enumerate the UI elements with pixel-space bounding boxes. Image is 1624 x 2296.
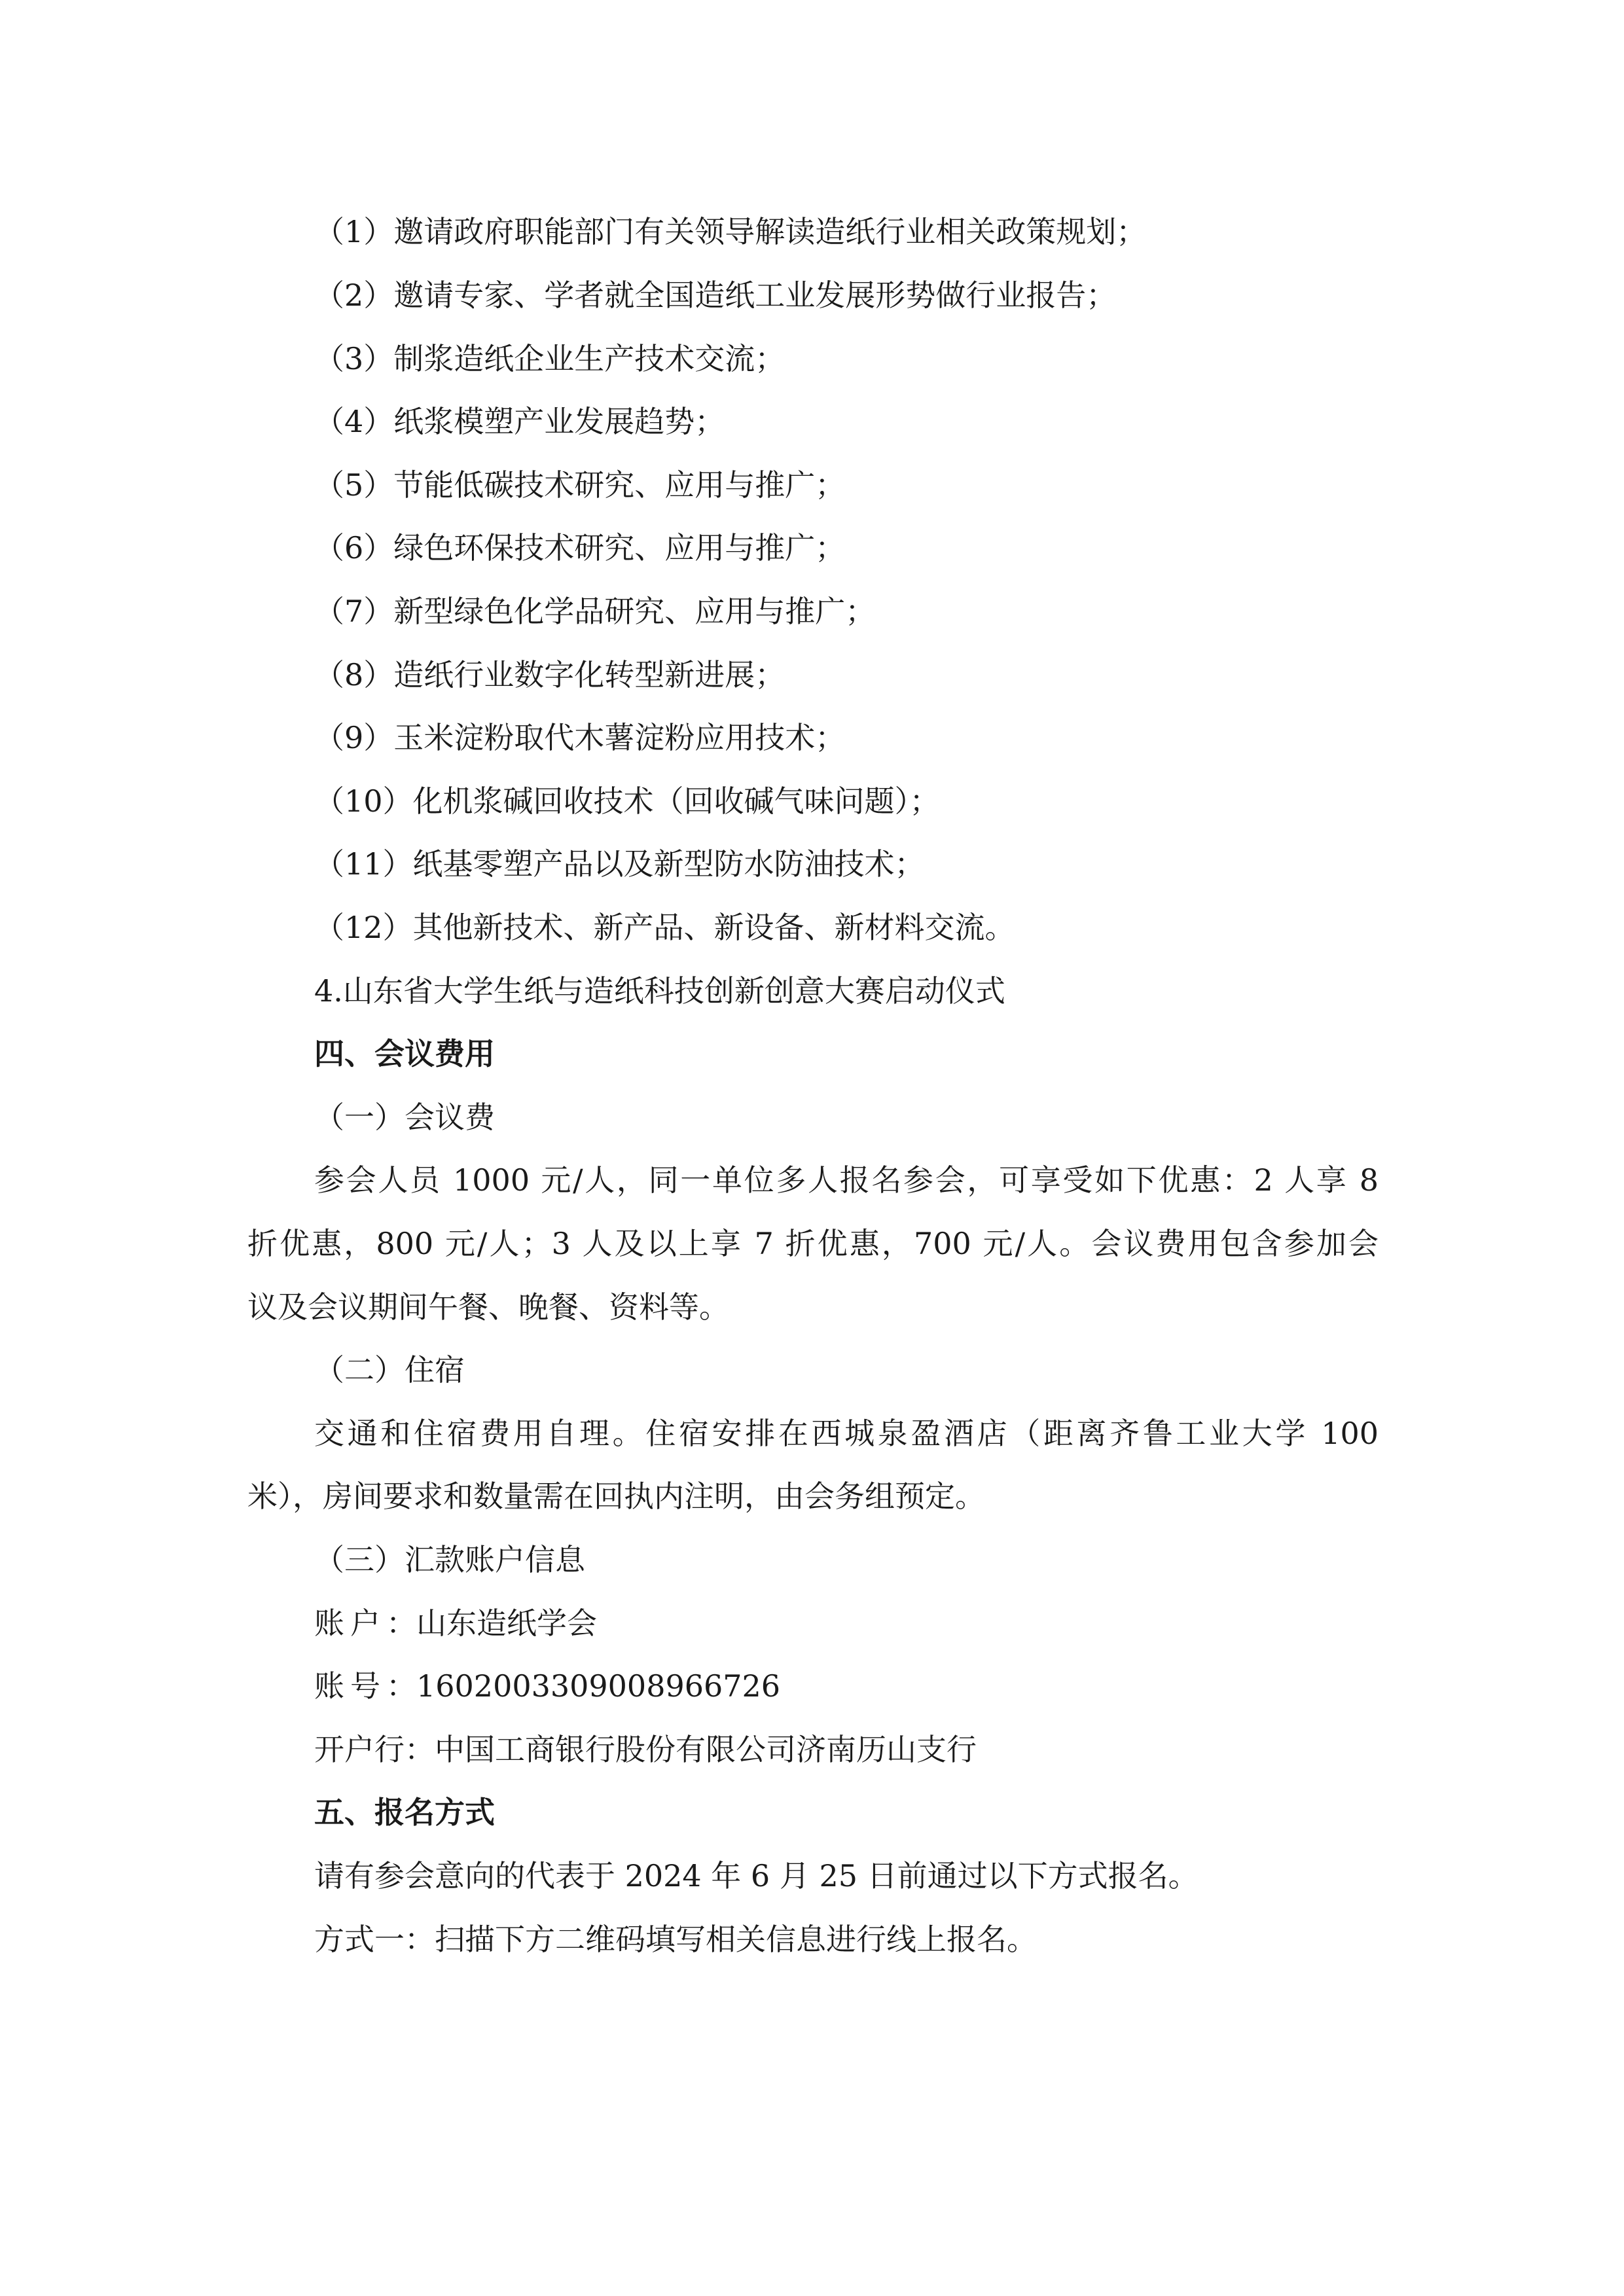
fee-paragraph-line: 折优惠，800 元/人；3 人及以上享 7 折优惠，700 元/人。会议费用包含参加会 <box>247 1226 1379 1261</box>
fee-paragraph-line: 参会人员 1000 元/人，同一单位多人报名参会，可享受如下优惠：2 人享 8 <box>314 1162 1379 1198</box>
topic-item: （9）玉米淀粉取代木薯淀粉应用技术； <box>314 720 846 755</box>
topic-item: （8）造纸行业数字化转型新进展； <box>314 657 785 692</box>
topic-item: （2）邀请专家、学者就全国造纸工业发展形势做行业报告； <box>314 278 1117 313</box>
lodging-paragraph-line: 米），房间要求和数量需在回执内注明，由会务组预定。 <box>247 1479 985 1514</box>
bank-value: 中国工商银行股份有限公司济南历山支行 <box>435 1732 977 1767</box>
registration-method-1: 方式一：扫描下方二维码填写相关信息进行线上报名。 <box>314 1922 1037 1957</box>
account-name-row <box>314 1604 597 1643</box>
account-number-row <box>314 1666 780 1706</box>
topic-item: （5）节能低碳技术研究、应用与推广； <box>314 467 846 503</box>
topic-item: （7）新型绿色化学品研究、应用与推广； <box>314 594 876 629</box>
account-subheading: （三）汇款账户信息 <box>314 1542 585 1577</box>
topic-item: （10）化机浆碱回收技术（回收碱气味问题）； <box>314 783 940 819</box>
account-number-label: 账号： <box>314 1668 416 1704</box>
topic-item: （12）其他新技术、新产品、新设备、新材料交流。 <box>314 910 1015 945</box>
fee-paragraph-line: 议及会议期间午餐、晚餐、资料等。 <box>247 1289 729 1325</box>
topic-item: （3）制浆造纸企业生产技术交流； <box>314 341 785 376</box>
account-name-value: 山东造纸学会 <box>416 1605 597 1641</box>
topic-item: （4）纸浆模塑产业发展趋势； <box>314 404 725 439</box>
section-5-heading: 五、报名方式 <box>314 1795 495 1830</box>
section-4-heading: 四、会议费用 <box>314 1036 495 1071</box>
lodging-paragraph-line: 交通和住宿费用自理。住宿安排在西城泉盈酒店（距离齐鲁工业大学 100 <box>314 1416 1379 1451</box>
topic-item: （11）纸基零塑产品以及新型防水防油技术； <box>314 846 925 882</box>
bank-row <box>314 1730 977 1769</box>
item-4-launch-ceremony: 4.山东省大学生纸与造纸科技创新创意大赛启动仪式 <box>314 973 1005 1009</box>
topic-item: （6）绿色环保技术研究、应用与推广； <box>314 530 846 565</box>
topic-item: （1）邀请政府职能部门有关领导解读造纸行业相关政策规划； <box>314 214 1147 249</box>
account-number-value: 1602003309008966726 <box>416 1668 781 1704</box>
registration-intro: 请有参会意向的代表于 2024 年 6 月 25 日前通过以下方式报名。 <box>314 1858 1199 1893</box>
bank-label: 开户行： <box>314 1732 435 1767</box>
lodging-subheading: （二）住宿 <box>314 1352 465 1388</box>
fee-subheading: （一）会议费 <box>314 1100 495 1135</box>
account-name-label: 账户： <box>314 1605 416 1641</box>
